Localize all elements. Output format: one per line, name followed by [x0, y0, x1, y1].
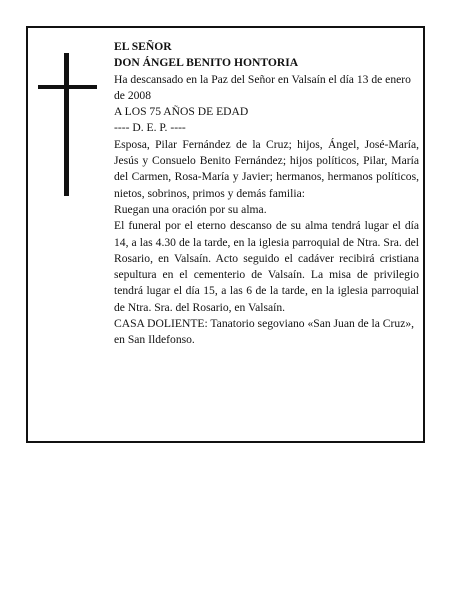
family-paragraph: Esposa, Pilar Fernández de la Cruz; hijos, Ángel, José-María, Jesús y Consuelo Benito Fernández; hijos políticos, Pilar, María del Carmen, Rosa-María y Javier; hermanos, hermanos políticos, nietos, sobrinos, primos y demás familia:: [114, 137, 419, 200]
title-line-1: EL SEÑOR: [114, 40, 172, 53]
age-line: A LOS 75 AÑOS DE EDAD: [114, 105, 249, 119]
cross-icon-bar: [38, 85, 97, 89]
obituary-text: [114, 39, 419, 349]
rip-line: ---- D. E. P. ----: [114, 121, 186, 135]
funeral-paragraph: El funeral por el eterno descanso de su alma tendrá lugar el día 14, a las 4.30 de la tarde, en la iglesia parroquial de Ntra. Sra. del Rosario, en Valsaín. Acto seguido el cadáver recibirá cristiana sepultura en el cementerio de Valsaín. La misa de privilegio tendrá lugar el día 15, a las 6 de la tarde, en la iglesia parroquial de Ntra. Sra. del Rosario, en Valsaín.: [114, 219, 419, 314]
cross-icon: [64, 53, 69, 196]
deceased-name: DON ÁNGEL BENITO HONTORIA: [114, 56, 299, 70]
mourning-house: CASA DOLIENTE: Tanatorio segoviano «San Juan de la Cruz», en San Ildefonso.: [114, 317, 415, 347]
death-announcement: Ha descansado en la Paz del Señor en Valsaín el día 13 de enero de 2008: [114, 72, 411, 102]
prayer-line: Ruegan una oración por su alma.: [114, 202, 267, 216]
